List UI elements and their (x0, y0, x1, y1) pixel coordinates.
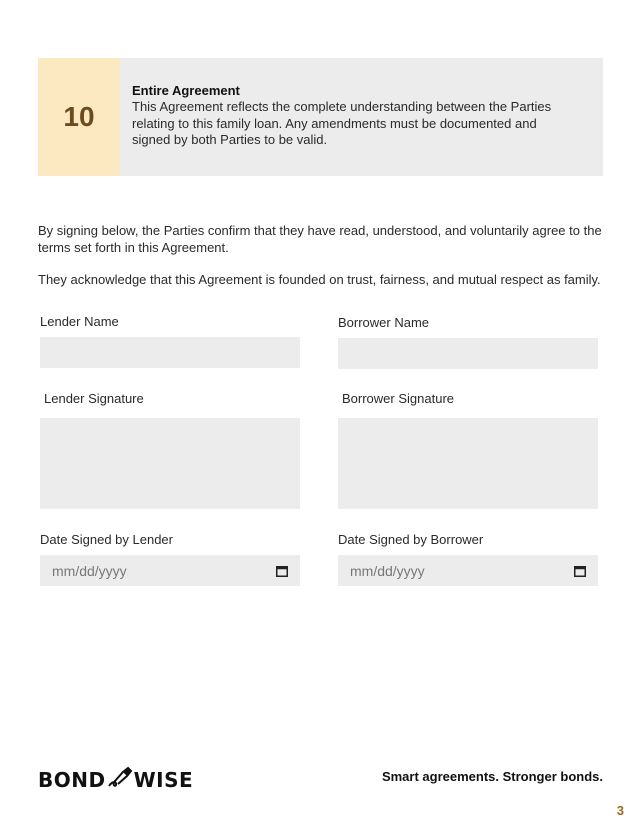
section-card-entire-agreement (38, 58, 603, 176)
borrower-name-input[interactable] (338, 338, 598, 369)
calendar-icon[interactable] (276, 565, 288, 577)
date-borrower-label: Date Signed by Borrower (338, 532, 484, 547)
section-text: This Agreement reflects the complete understanding between the Parties relating to this family loan. Any amendments must be documented and signed by both Parties to be valid. (132, 99, 552, 147)
date-borrower-placeholder: mm/dd/yyyy (350, 562, 425, 579)
date-lender-label: Date Signed by Lender (40, 532, 173, 547)
borrower-signature-label: Borrower Signature (342, 391, 454, 406)
pen-nib-icon (107, 766, 133, 793)
borrower-signature-field[interactable] (338, 418, 598, 509)
footer-tagline: Smart agreements. Stronger bonds. (381, 769, 603, 784)
section-number: 10 (38, 58, 120, 176)
date-borrower-input[interactable] (338, 555, 598, 586)
section-title: Entire Agreement (132, 83, 240, 98)
lender-signature-field[interactable] (40, 418, 300, 509)
calendar-icon[interactable] (574, 565, 586, 577)
logo-text-left: BOND (38, 767, 106, 792)
date-lender-input[interactable] (40, 555, 300, 586)
date-lender-placeholder: mm/dd/yyyy (52, 562, 127, 579)
borrower-name-label: Borrower Name (338, 315, 430, 330)
lender-name-input[interactable] (40, 337, 300, 368)
logo-text-right: WISE (133, 767, 194, 792)
confirmation-paragraph: By signing below, the Parties confirm that they have read, understood, and voluntarily agree to the terms set forth in this Agreement. (38, 223, 602, 255)
lender-signature-label: Lender Signature (44, 391, 144, 406)
section-body (120, 58, 574, 176)
lender-name-label: Lender Name (40, 314, 119, 329)
page-number: 3 (616, 803, 624, 818)
acknowledgement-paragraph: They acknowledge that this Agreement is founded on trust, fairness, and mutual respect as family. (38, 272, 601, 287)
bondwise-logo (38, 766, 193, 793)
